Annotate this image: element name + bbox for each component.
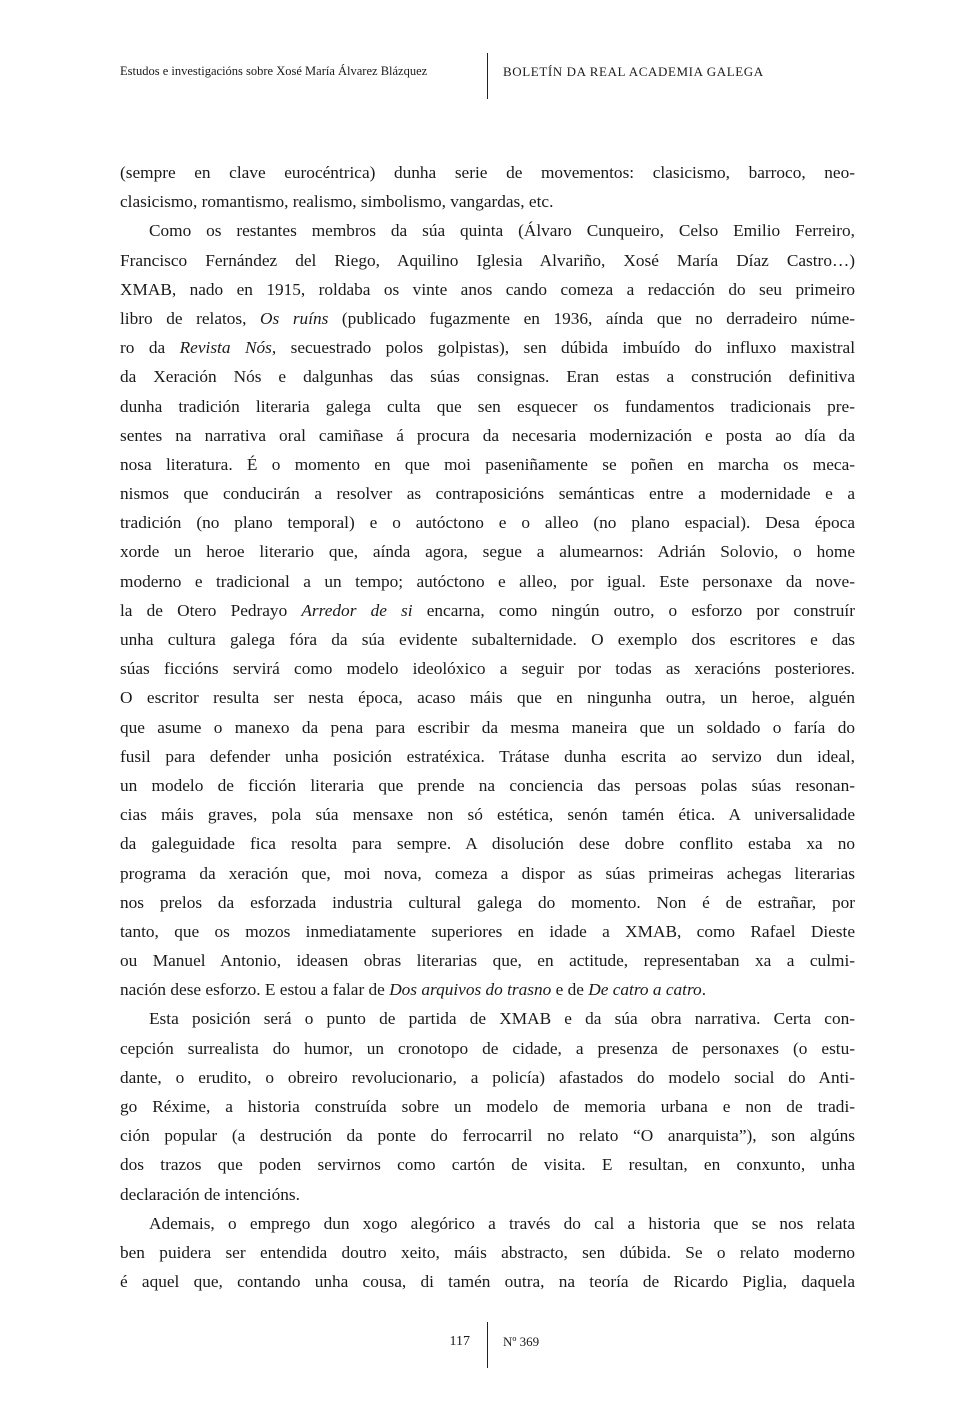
text-line: [120, 158, 855, 187]
text-line: [120, 829, 855, 858]
text-line: [120, 304, 855, 333]
header-series-title: Estudos e investigacións sobre Xosé María Álvarez Blázquez: [120, 64, 428, 78]
italic-title: Os ruíns: [260, 308, 329, 328]
text-line: [120, 1092, 855, 1121]
text-segment: dunha tradición literaria galega culta que sen esquecer os fundamentos tradicionais pre-: [120, 396, 855, 416]
text-line: [120, 1267, 855, 1296]
text-line: [120, 508, 855, 537]
text-segment: go Réxime, a historia construída sobre un modelo de memoria urbana e non de tradi-: [120, 1097, 855, 1116]
text-segment: nosa literatura. É o momento en que moi paseniñamente se poñen en marcha os meca-: [120, 454, 855, 474]
text-segment: clasicismo, romantismo, realismo, simbolismo, vangardas, etc.: [120, 192, 554, 212]
text-segment: Ademais, o emprego dun xogo alegórico a través do cal a historia que se nos relata: [149, 1213, 855, 1233]
text-line: [120, 1121, 855, 1150]
text-line: [120, 596, 855, 625]
text-segment: cias máis graves, pola súa mensaxe non só estética, senón tamén ética. A universalidade: [120, 805, 855, 825]
text-segment: moderno e tradicional a un tempo; autóctono e alleo, por igual. Este personaxe da nove-: [120, 571, 855, 591]
text-segment: Esta posición será o punto de partida de XMAB e da súa obra narrativa. Certa con-: [149, 1009, 855, 1029]
text-segment: dos trazos que poden servirnos como cartón de visita. E resultan, en conxunto, unha: [120, 1155, 855, 1175]
text-line: [120, 654, 855, 683]
text-segment: ción popular (a destrución da ponte do ferrocarril no relato “O anarquista”), son algúns: [120, 1126, 855, 1146]
text-line: [120, 1063, 855, 1092]
text-line: [120, 713, 855, 742]
text-segment: e de: [551, 980, 589, 1000]
text-line: [120, 888, 855, 917]
text-segment: sentes na narrativa oral camiñase á procura da necesaria modernización e posta ao día da: [120, 425, 855, 445]
text-line: [120, 362, 855, 391]
text-line: [120, 1180, 855, 1209]
text-line: [120, 333, 855, 362]
text-segment: O escritor resulta ser nesta época, acaso máis que en ningunha outra, un heroe, alguén: [120, 688, 855, 708]
text-line: [120, 187, 855, 216]
text-segment: (sempre en clave eurocéntrica) dunha serie de movementos: clasicismo, barroco, neo-: [120, 163, 855, 182]
footer-divider: [487, 1322, 488, 1368]
text-line: [120, 742, 855, 771]
text-line: [120, 275, 855, 304]
text-line: [120, 946, 855, 975]
header-divider: [487, 53, 488, 99]
text-line: [120, 216, 855, 245]
text-segment: nismos que conducirán a resolver as contraposicións semánticas entre a modernidade e a: [120, 484, 855, 504]
text-segment: súas ficcións servirá como modelo ideolóxico a seguir por todas as xeracións posteriores.: [120, 659, 855, 679]
text-segment: da galeguidade fica resolta para sempre. A disolución dese dobre conflito estaba xa no: [120, 834, 855, 854]
body-text: [120, 158, 855, 1296]
text-line: [120, 683, 855, 712]
page-number: 117: [449, 1334, 470, 1349]
text-line: [120, 975, 855, 1004]
text-segment: dante, o erudito, o obreiro revolucionario, a policía) afastados do modelo social do Anti-: [120, 1067, 855, 1087]
text-segment: encarna, como ningún outro, o esforzo por construír: [412, 600, 855, 620]
text-line: [120, 479, 855, 508]
text-segment: tradición (no plano temporal) e o autóctono e o alleo (no plano espacial). Desa época: [120, 513, 855, 533]
text-line: [120, 1209, 855, 1238]
text-segment: fusil para defender unha posición estratéxica. Trátase dunha escrita ao servizo dun ideal,: [120, 746, 855, 766]
text-line: [120, 421, 855, 450]
issue-number: Nº 369: [503, 1334, 540, 1349]
text-segment: programa da xeración que, moi nova, comeza a dispor as súas primeiras achegas literarias: [120, 863, 855, 883]
text-segment: , secuestrado polos golpistas), sen dúbida imbuído do influxo maxistral: [271, 338, 856, 358]
text-segment: un modelo de ficción literaria que prende na conciencia das persoas polas súas resonan-: [120, 775, 855, 795]
text-segment: XMAB, nado en 1915, roldaba os vinte anos cando comeza a redacción do seu primeiro: [120, 279, 855, 299]
text-line: [120, 1004, 855, 1033]
italic-title: Arredor de si: [301, 600, 413, 620]
text-line: [120, 537, 855, 566]
text-segment: tanto, que os mozos inmediatamente superiores en idade a XMAB, como Rafael Dieste: [120, 921, 855, 941]
header-journal-title: BOLETÍN DA REAL ACADEMIA GALEGA: [503, 64, 764, 79]
text-segment: ben puidera ser entendida doutro xeito, máis abstracto, sen dúbida. Se o relato moderno: [120, 1242, 855, 1262]
text-segment: (publicado fugazmente en 1936, aínda que no derradeiro núme-: [328, 308, 855, 328]
text-segment: nos prelos da esforzada industria cultural galega do momento. Non é de estrañar, por: [120, 892, 855, 912]
text-line: [120, 1238, 855, 1267]
text-line: [120, 917, 855, 946]
text-line: [120, 800, 855, 829]
text-segment: libro de relatos,: [120, 308, 261, 328]
text-segment: .: [701, 980, 707, 1000]
text-line: [120, 567, 855, 596]
text-segment: ou Manuel Antonio, ideasen obras literarias que, en actitude, representaban xa a culmi-: [120, 951, 855, 971]
text-segment: da Xeración Nós e dalgunhas das súas consignas. Eran estas a construción definitiva: [120, 367, 855, 387]
text-line: [120, 392, 855, 421]
text-segment: nación dese esforzo. E estou a falar de: [120, 980, 390, 1000]
text-segment: cepción surrealista do humor, un cronotopo de cidade, a presenza de personaxes (o estu-: [120, 1038, 855, 1058]
text-line: [120, 625, 855, 654]
text-line: [120, 1034, 855, 1063]
text-segment: ro da: [120, 338, 180, 358]
text-segment: Como os restantes membros da súa quinta (Álvaro Cunqueiro, Celso Emilio Ferreiro,: [149, 221, 855, 241]
text-line: [120, 859, 855, 888]
text-line: [120, 246, 855, 275]
text-segment: declaración de intencións.: [120, 1184, 300, 1204]
italic-title: Dos arquivos do trasno: [389, 980, 552, 1000]
italic-title: Revista Nós: [179, 338, 272, 358]
text-segment: que asume o manexo da pena para escribir da mesma maneira que un soldado o faría do: [120, 717, 855, 737]
text-line: [120, 1150, 855, 1179]
text-segment: Francisco Fernández del Riego, Aquilino Iglesia Alvariño, Xosé María Díaz Castro…): [120, 250, 855, 270]
text-line: [120, 771, 855, 800]
text-segment: é aquel que, contando unha cousa, di tamén outra, na teoría de Ricardo Piglia, daquela: [120, 1272, 855, 1292]
italic-title: De catro a catro: [588, 980, 702, 1000]
text-segment: xorde un heroe literario que, aínda agora, segue a alumearnos: Adrián Solovio, o home: [120, 542, 855, 562]
text-segment: la de Otero Pedrayo: [120, 600, 302, 620]
text-segment: unha cultura galega fóra da súa evidente subalternidade. O exemplo dos escritores e das: [120, 630, 855, 649]
text-line: [120, 450, 855, 479]
